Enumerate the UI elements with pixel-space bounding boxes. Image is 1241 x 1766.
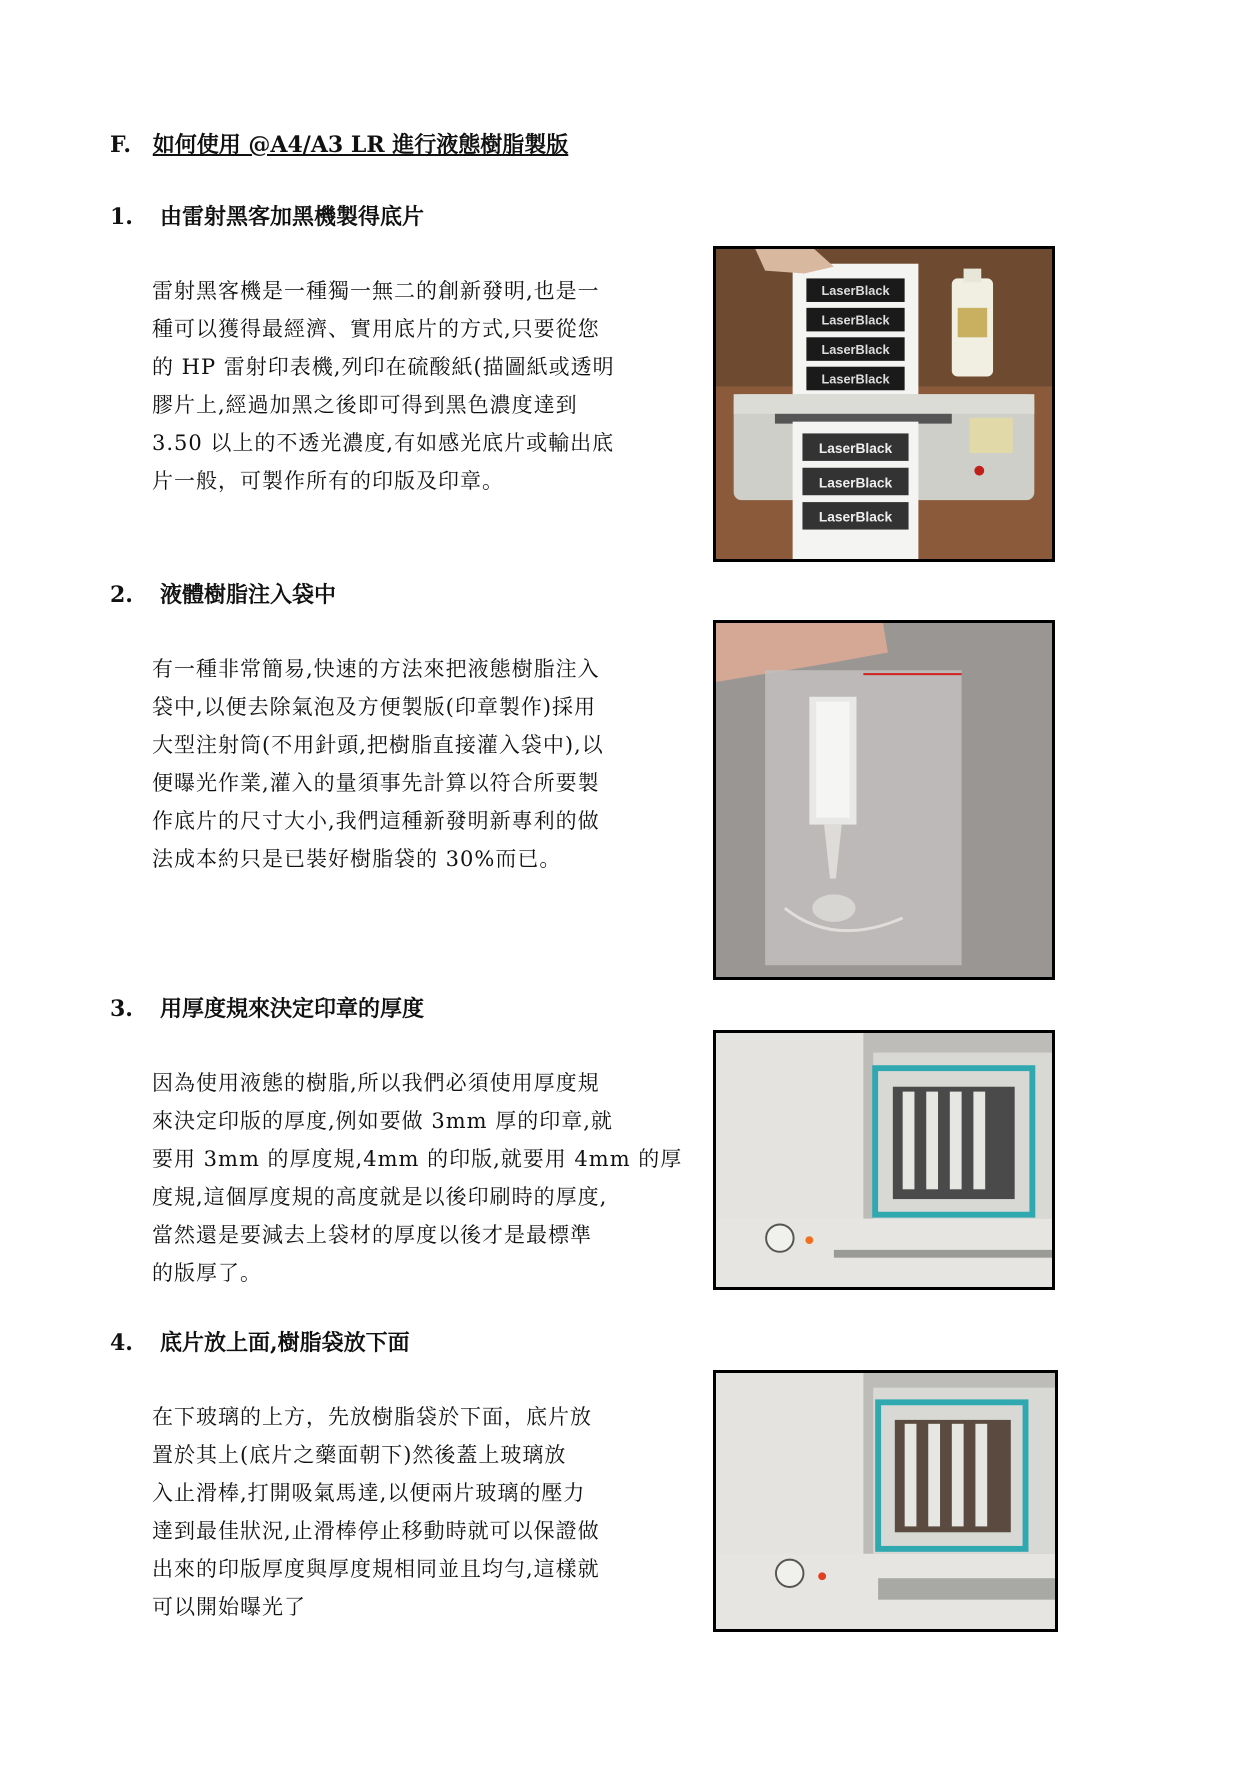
- sheet-label: LaserBlack: [821, 312, 890, 328]
- section-3-paragraph: [152, 1064, 682, 1292]
- paragraph-line: 入止滑棒,打開吸氣馬達,以便兩片玻璃的壓力: [152, 1481, 586, 1505]
- laserblack-machine-photo: [713, 246, 1055, 562]
- sheet-label: LaserBlack: [818, 475, 893, 491]
- resin-syringe-photo: [713, 620, 1055, 980]
- section-number: 4.: [110, 1330, 133, 1356]
- paragraph-line: 作底片的尺寸大小,我們這種新發明新專利的做: [152, 809, 600, 833]
- paragraph-line: 在下玻璃的上方，先放樹脂袋於下面，底片放: [152, 1405, 592, 1429]
- paragraph-line: 達到最佳狀況,止滑棒停止移動時就可以保證做: [152, 1519, 600, 1543]
- section-title: 用厚度規來決定印章的厚度: [160, 996, 425, 1022]
- paragraph-line: 出來的印版厚度與厚度規相同並且均勻,這樣就: [152, 1557, 600, 1581]
- paragraph-line: 片一般，可製作所有的印版及印章。: [152, 469, 504, 493]
- exposure-unit-photo-1: [713, 1030, 1055, 1290]
- sheet-label: LaserBlack: [818, 509, 893, 525]
- paragraph-line: 要用 3mm 的厚度規,4mm 的印版,就要用 4mm 的厚: [152, 1147, 683, 1171]
- paragraph-line: 因為使用液態的樹脂,所以我們必須使用厚度規: [152, 1071, 600, 1095]
- section-number: 2.: [110, 582, 133, 608]
- paragraph-line: 有一種非常簡易,快速的方法來把液態樹脂注入: [152, 657, 600, 681]
- section-title: 底片放上面,樹脂袋放下面: [160, 1330, 410, 1356]
- paragraph-line: 法成本約只是已裝好樹脂袋的 30%而已。: [152, 847, 562, 871]
- paragraph-line: 便曝光作業,灌入的量須事先計算以符合所要製: [152, 771, 600, 795]
- paragraph-line: 的版厚了。: [152, 1261, 262, 1285]
- section-4-paragraph: [152, 1398, 682, 1626]
- paragraph-line: 當然還是要減去上袋材的厚度以後才是最標準: [152, 1223, 592, 1247]
- paragraph-line: 大型注射筒(不用針頭,把樹脂直接灌入袋中),以: [152, 733, 604, 757]
- sheet-label: LaserBlack: [818, 441, 893, 457]
- paragraph-line: 的 HP 雷射印表機,列印在硫酸紙(描圖紙或透明: [152, 355, 615, 379]
- section-3-heading: [110, 992, 424, 1023]
- paragraph-line: 雷射黑客機是一種獨一無二的創新發明,也是一: [152, 279, 600, 303]
- section-2-heading: [110, 578, 336, 609]
- paragraph-line: 3.50 以上的不透光濃度,有如感光底片或輸出底: [152, 431, 615, 455]
- paragraph-line: 可以開始曝光了: [152, 1595, 306, 1619]
- paragraph-line: 袋中,以便去除氣泡及方便製版(印章製作)採用: [152, 695, 597, 719]
- sheet-label: LaserBlack: [821, 283, 890, 299]
- document-heading: [110, 128, 568, 159]
- section-number: 1.: [110, 204, 133, 230]
- section-4-heading: [110, 1326, 410, 1357]
- paragraph-line: 種可以獲得最經濟、實用底片的方式,只要從您: [152, 317, 600, 341]
- section-title: 液體樹脂注入袋中: [160, 582, 337, 608]
- paragraph-line: 度規,這個厚度規的高度就是以後印刷時的厚度,: [152, 1185, 608, 1209]
- paragraph-line: 置於其上(底片之藥面朝下)然後蓋上玻璃放: [152, 1443, 567, 1467]
- heading-title: 如何使用 @A4/A3 LR 進行液態樹脂製版: [152, 132, 569, 158]
- section-2-paragraph: [152, 650, 682, 878]
- paragraph-line: 膠片上,經過加黑之後即可得到黑色濃度達到: [152, 393, 578, 417]
- paragraph-line: 來決定印版的厚度,例如要做 3mm 厚的印章,就: [152, 1109, 613, 1133]
- heading-letter: F.: [110, 132, 132, 158]
- exposure-unit-photo-2: [713, 1370, 1058, 1632]
- section-title: 由雷射黑客加黑機製得底片: [160, 204, 425, 230]
- sheet-label: LaserBlack: [821, 341, 890, 357]
- section-number: 3.: [110, 996, 133, 1022]
- sheet-label: LaserBlack: [821, 371, 890, 387]
- section-1-heading: [110, 200, 424, 231]
- section-1-paragraph: [152, 272, 682, 500]
